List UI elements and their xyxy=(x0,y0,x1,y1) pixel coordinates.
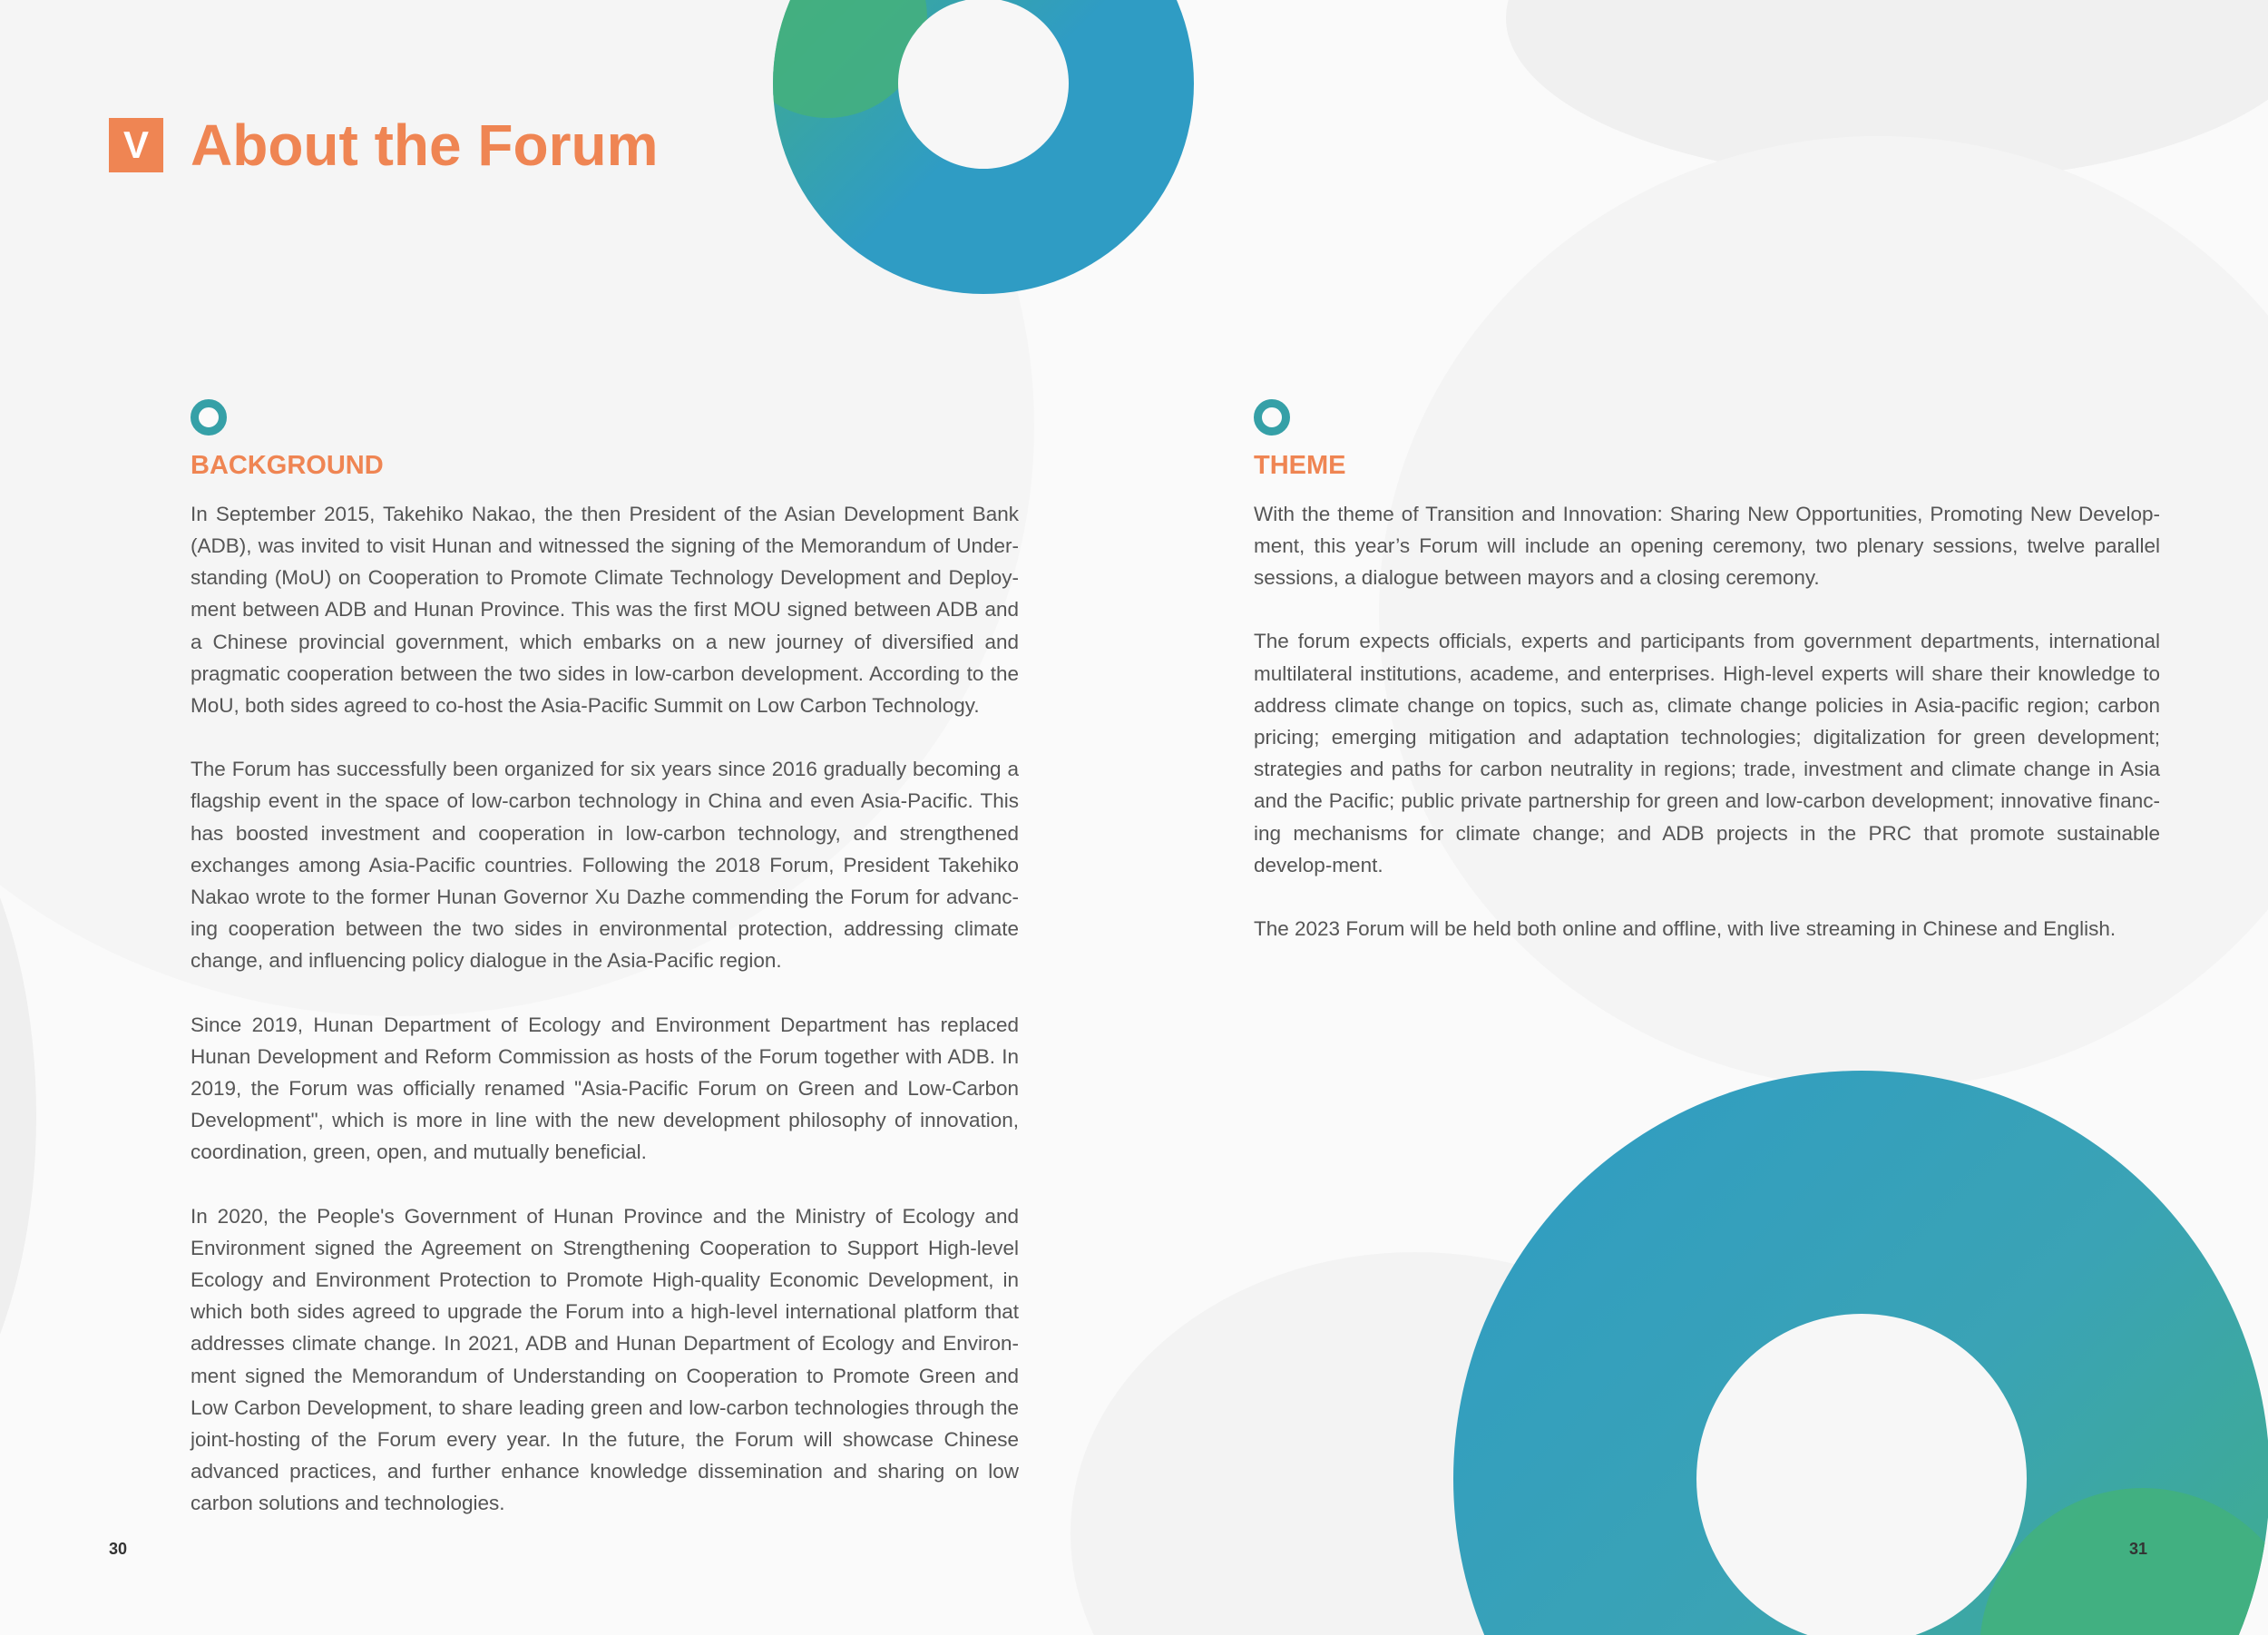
section-heading: BACKGROUND xyxy=(191,451,384,480)
background-section xyxy=(191,399,1019,1552)
paragraph: In September 2015, Takehiko Nakao, the then President of the Asian Development Bank (ADB), was invited to visit Hunan and witnessed the signing of the Memorandum of Under-standing (MoU) on Cooperation to Promote Climate Technology Development and Deploy-ment between ADB and Hunan Province. This was the first MOU signed between ADB and a Chinese provincial government, which embarks on a new journey of diversified and pragmatic cooperation between the two sides in low-carbon development. According to the MoU, both sides agreed to co-host the Asia-Pacific Summit on Low Carbon Technology. xyxy=(191,502,1019,718)
section-heading: THEME xyxy=(1254,451,1346,480)
paragraph: The forum expects officials, experts and participants from government departments, international multilateral institutions, academe, and enterprises. High-level experts will share their knowledge to address climate change on topics, such as, climate change policies in Asia-pacific region; carbon pricing; emerging mitigation and adaptation technologies; digitalization for green development; strategies and paths for carbon neutrality in regions; trade, investment and climate change in Asia and the Pacific; public private partnership for green and low-carbon development; innovative financ-ing mechanisms for climate change; and ADB projects in the PRC that promote sustainable develop-ment. xyxy=(1254,630,2160,876)
ring-bullet-icon xyxy=(191,399,227,436)
page-title: About the Forum xyxy=(191,113,659,178)
paragraph: In 2020, the People's Government of Hunan Province and the Ministry of Ecology and Environment signed the Agreement on Strengthening Cooperation to Support High-level Ecology and Environment Protection to Promote High-quality Economic Development, in which both sides agreed to upgrade the Forum into a high-level international platform that addresses climate change. In 2021, ADB and Hunan Department of Ecology and Environ-ment signed the Memorandum of Understanding on Cooperation to Promote Green and Low Carbon Development, to share leading green and low-carbon technologies through the joint-hosting of the Forum every year. In the future, the Forum will showcase Chinese advanced practices, and further enhance knowledge dissemination and sharing on low carbon solutions and technologies. xyxy=(191,1204,1019,1515)
page-header xyxy=(109,113,659,178)
section-body xyxy=(191,498,1019,1520)
chapter-badge: V xyxy=(109,118,163,172)
theme-section xyxy=(1254,399,2160,976)
page-number-left: 30 xyxy=(109,1540,128,1558)
paragraph: With the theme of Transition and Innovation: Sharing New Opportunities, Promoting New Develop-ment, this year’s Forum will include an opening ceremony, two plenary sessions, twelve parallel sessions, a dialogue between mayors and a closing ceremony. xyxy=(1254,502,2160,590)
paragraph: Since 2019, Hunan Department of Ecology and Environment Department has replaced Hunan Development and Reform Commission as hosts of the Forum together with ADB. In 2019, the Forum was officially renamed "Asia-Pacific Forum on Green and Low-Carbon Development", which is more in line with the new development philosophy of innovation, coordination, green, open, and mutually beneficial. xyxy=(191,1013,1019,1164)
paragraph: The Forum has successfully been organized for six years since 2016 gradually becoming a flagship event in the space of low-carbon technology in China and even Asia-Pacific. This has boosted investment and cooperation in low-carbon technology, and strengthened exchanges among Asia-Pacific countries. Following the 2018 Forum, President Takehiko Nakao wrote to the former Hunan Governor Xu Dazhe commending the Forum for advanc-ing cooperation between the two sides in environmental protection, addressing climate change, and influencing policy dialogue in the Asia-Pacific region. xyxy=(191,758,1019,973)
decorative-ring-top xyxy=(773,0,1194,294)
page-number-right: 31 xyxy=(2129,1540,2148,1558)
paragraph: The 2023 Forum will be held both online and offline, with live streaming in Chinese and English. xyxy=(1254,917,2116,941)
ring-bullet-icon xyxy=(1254,399,1290,436)
section-body xyxy=(1254,498,2160,945)
